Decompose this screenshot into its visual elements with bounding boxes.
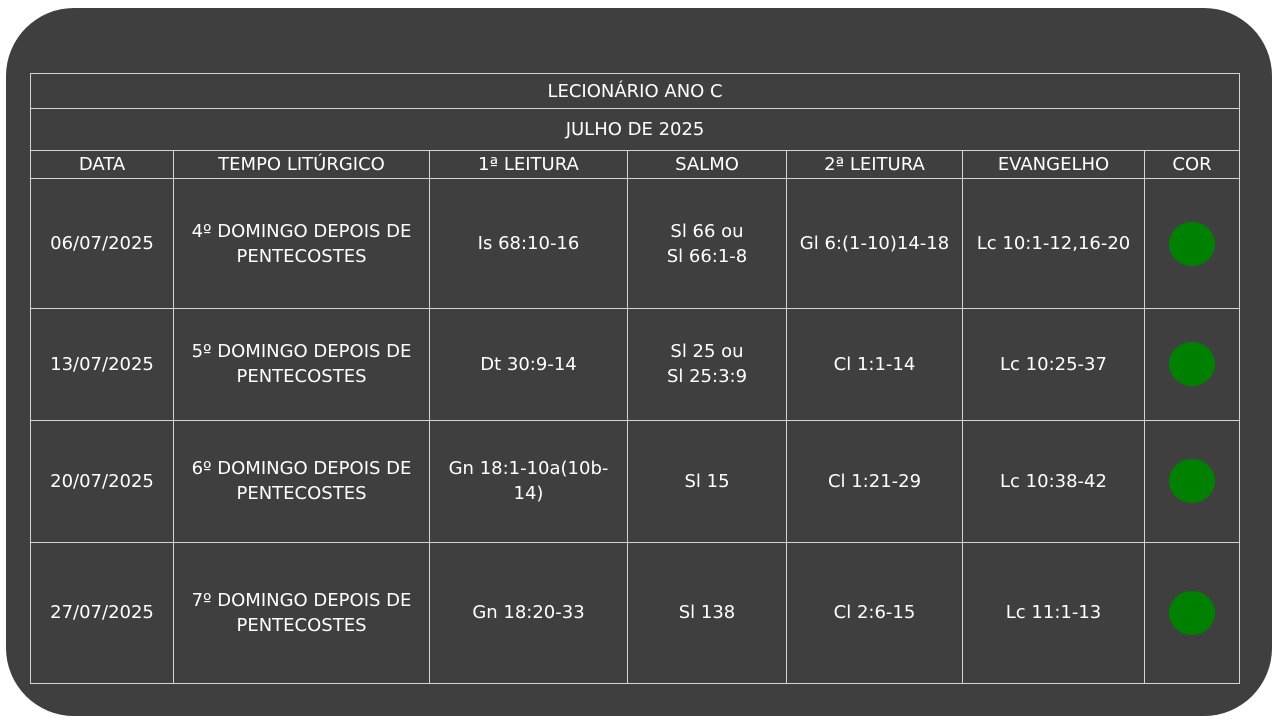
leitura1-cell: Is 68:10-16 bbox=[430, 179, 628, 309]
header-salmo: SALMO bbox=[628, 151, 787, 179]
tempo-line-2: PENTECOSTES bbox=[236, 483, 367, 505]
tempo-line-1: 5º DOMINGO DEPOIS DE bbox=[191, 341, 412, 363]
liturgical-color-dot bbox=[1169, 459, 1215, 503]
leitura1-cell: Dt 30:9-14 bbox=[430, 309, 628, 420]
tempo-cell bbox=[174, 542, 430, 683]
evangelho-cell: Lc 11:1-13 bbox=[963, 542, 1145, 683]
header-evangelho: EVANGELHO bbox=[963, 151, 1145, 179]
salmo-line-1: Sl 138 bbox=[678, 602, 736, 624]
cor-cell bbox=[1145, 179, 1240, 309]
salmo-line-1: Sl 15 bbox=[684, 470, 730, 492]
liturgical-color-dot bbox=[1169, 591, 1215, 635]
evangelho-cell: Lc 10:25-37 bbox=[963, 309, 1145, 420]
table-row bbox=[31, 309, 1240, 420]
table-row bbox=[31, 179, 1240, 309]
header-cor: COR bbox=[1145, 151, 1240, 179]
tempo-line-1: 6º DOMINGO DEPOIS DE bbox=[191, 458, 412, 480]
salmo-cell bbox=[628, 309, 787, 420]
liturgical-color-dot bbox=[1169, 342, 1215, 386]
tempo-line-1: 7º DOMINGO DEPOIS DE bbox=[191, 589, 412, 611]
date-cell: 27/07/2025 bbox=[31, 542, 174, 683]
date-cell: 20/07/2025 bbox=[31, 420, 174, 542]
tempo-cell bbox=[174, 179, 430, 309]
header-1a-leitura: 1ª LEITURA bbox=[430, 151, 628, 179]
leitura2-cell: Cl 1:1-14 bbox=[787, 309, 963, 420]
salmo-cell bbox=[628, 420, 787, 542]
tempo-line-1: 4º DOMINGO DEPOIS DE bbox=[191, 220, 412, 242]
month-title: JULHO DE 2025 bbox=[31, 109, 1240, 151]
date-cell: 13/07/2025 bbox=[31, 309, 174, 420]
table-title: LECIONÁRIO ANO C bbox=[31, 74, 1240, 109]
tempo-line-2: PENTECOSTES bbox=[236, 245, 367, 267]
liturgical-color-dot bbox=[1169, 222, 1215, 266]
cor-cell bbox=[1145, 542, 1240, 683]
leitura1-cell: Gn 18:1-10a(10b-14) bbox=[430, 420, 628, 542]
header-tempo-liturgico: TEMPO LITÚRGICO bbox=[174, 151, 430, 179]
header-data: DATA bbox=[31, 151, 174, 179]
cor-cell bbox=[1145, 420, 1240, 542]
salmo-cell bbox=[628, 542, 787, 683]
table-row bbox=[31, 542, 1240, 683]
date-cell: 06/07/2025 bbox=[31, 179, 174, 309]
salmo-line-1: Sl 25 ou bbox=[670, 341, 744, 363]
tempo-cell bbox=[174, 420, 430, 542]
leitura2-cell: Cl 1:21-29 bbox=[787, 420, 963, 542]
salmo-cell bbox=[628, 179, 787, 309]
header-2a-leitura: 2ª LEITURA bbox=[787, 151, 963, 179]
leitura1-cell: Gn 18:20-33 bbox=[430, 542, 628, 683]
leitura2-cell: Gl 6:(1-10)14-18 bbox=[787, 179, 963, 309]
evangelho-cell: Lc 10:1-12,16-20 bbox=[963, 179, 1145, 309]
salmo-line-2: Sl 25:3:9 bbox=[666, 366, 748, 388]
tempo-cell bbox=[174, 309, 430, 420]
evangelho-cell: Lc 10:38-42 bbox=[963, 420, 1145, 542]
salmo-line-1: Sl 66 ou bbox=[670, 220, 744, 242]
tempo-line-2: PENTECOSTES bbox=[236, 614, 367, 636]
cor-cell bbox=[1145, 309, 1240, 420]
salmo-line-2: Sl 66:1-8 bbox=[666, 245, 748, 267]
lectionary-table bbox=[30, 73, 1240, 684]
table-row bbox=[31, 420, 1240, 542]
leitura2-cell: Cl 2:6-15 bbox=[787, 542, 963, 683]
tempo-line-2: PENTECOSTES bbox=[236, 366, 367, 388]
